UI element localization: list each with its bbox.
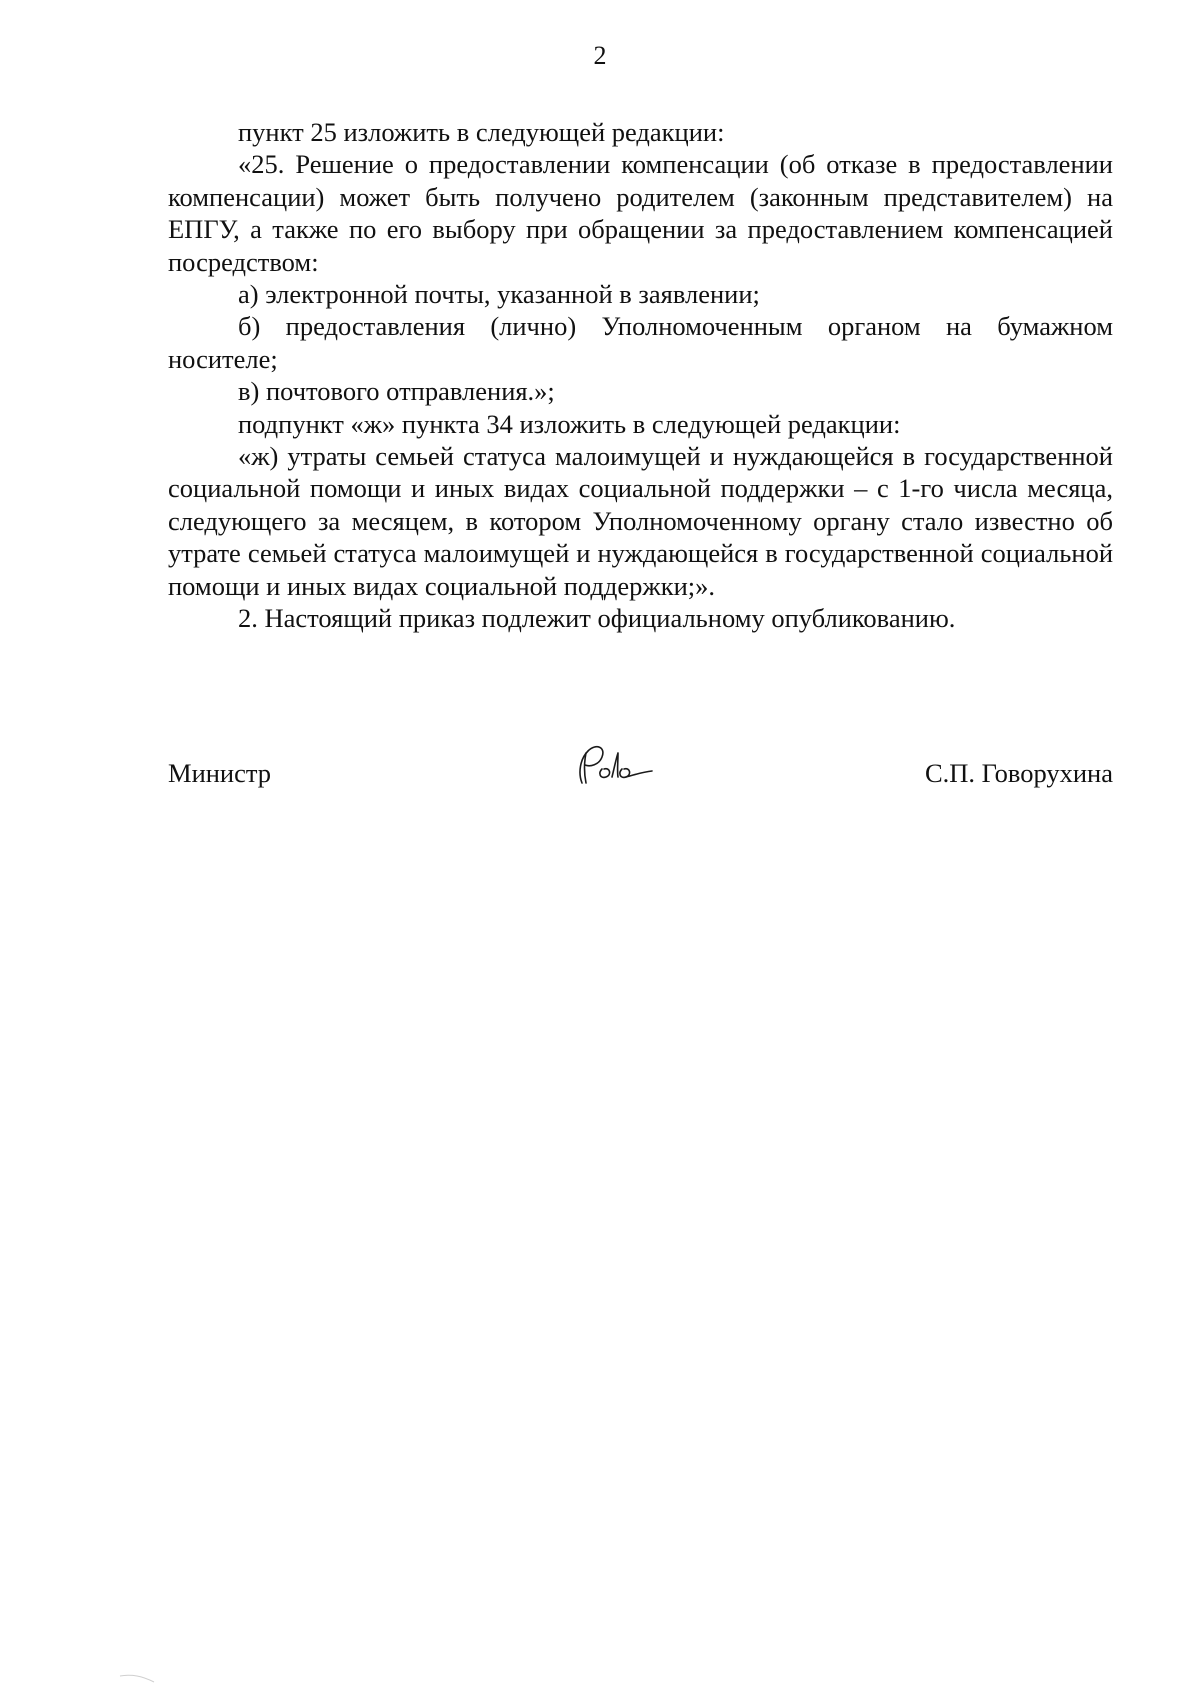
signature-block [168,753,1113,793]
signatory-name: С.П. Говорухина [924,758,1113,788]
page-number: 2 [593,41,607,70]
paragraph-option-a: а) электронной почты, указанной в заявлении; [238,279,760,310]
paragraph-item-25-text: «25. Решение о предоставлении компенсации (об отказе в предоставлении компенсации) может быть получено родителем (законным представителем) на ЕПГУ, а также по его выбору при обращении за предоставлением компенсацией посредством: [168,149,1113,277]
paragraph-amend-item-25: пункт 25 изложить в следующей редакции: [238,117,725,147]
paragraph-publication-clause: 2. Настоящий приказ подлежит официальному опубликованию. [238,603,956,634]
document-body [168,116,1113,635]
handwritten-signature [568,739,658,789]
paragraph-amend-item-34: подпункт «ж» пункта 34 изложить в следующей редакции: [238,408,901,439]
signatory-title: Министр [168,758,272,788]
paragraph-option-v: в) почтового отправления.»; [238,376,555,407]
paragraph-option-b: б) предоставления (лично) Уполномоченным органом на бумажном носителе; [168,311,1113,374]
paragraph-subitem-zh-text: «ж) утраты семьей статуса малоимущей и нуждающейся в государственной социальной помощи и иных видах социальной поддержки – с 1-го числа месяца, следующего за месяцем, в котором Уполномоченному органу стало известно об утрате семьей статуса малоимущей и нуждающейся в государственной социальной помощи и иных видах социальной поддержки;». [168,441,1113,601]
scan-artifact [118,1672,158,1684]
